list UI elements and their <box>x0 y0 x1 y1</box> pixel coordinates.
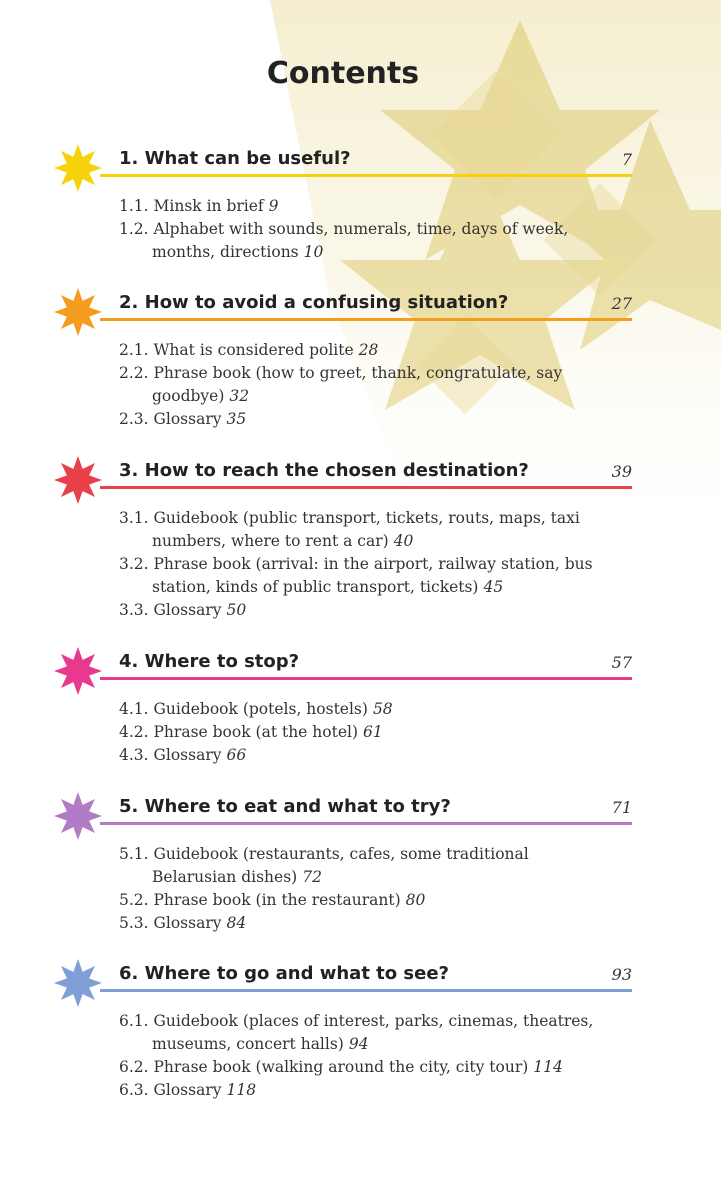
toc-entry-text: 3.1. Guidebook (public transport, tickets, routs, maps, taxi numbers, where to rent a car) <box>119 509 580 550</box>
chapter-6 <box>0 963 721 1099</box>
toc-entry-text: 6.1. Guidebook (places of interest, parks, cinemas, theatres, museums, concert halls) <box>119 1012 594 1053</box>
toc-entry-page: 80 <box>405 891 426 909</box>
toc-entry-page: 94 <box>348 1035 369 1053</box>
toc-entry-text: 2.2. Phrase book (how to greet, thank, congratulate, say goodbye) <box>119 364 563 405</box>
star-icon <box>54 647 102 695</box>
star-icon <box>54 792 102 840</box>
star-icon <box>54 456 102 504</box>
toc-entry-page: 118 <box>226 1081 257 1099</box>
chapter-5 <box>0 796 721 932</box>
chapter-page-number: 27 <box>611 294 632 313</box>
chapter-3-header[interactable] <box>0 460 721 486</box>
toc-entry-page: 28 <box>358 341 379 359</box>
toc-entry-text: 3.3. Glossary <box>119 601 222 619</box>
toc-entry[interactable] <box>119 553 599 599</box>
toc-entry[interactable] <box>119 599 599 622</box>
chapter-4 <box>0 651 721 764</box>
chapter-title: 5. Where to eat and what to try? <box>119 796 451 817</box>
toc-entry-page: 40 <box>393 532 414 550</box>
chapter-items <box>119 339 599 431</box>
toc-entry[interactable] <box>119 1056 599 1079</box>
toc-entry[interactable] <box>119 1010 599 1056</box>
chapter-items <box>119 843 599 935</box>
toc-entry-text: 2.3. Glossary <box>119 410 222 428</box>
chapter-2-header[interactable] <box>0 292 721 318</box>
star-icon-shape <box>54 144 102 192</box>
chapter-6-header[interactable] <box>0 963 721 989</box>
toc-entry-page: 9 <box>268 197 279 215</box>
star-icon <box>54 288 102 336</box>
star-icon-shape <box>54 288 102 336</box>
chapter-divider <box>100 318 632 321</box>
star-icon-shape <box>54 792 102 840</box>
toc-entry-text: 4.3. Glossary <box>119 746 222 764</box>
toc-entry-page: 66 <box>226 746 247 764</box>
chapter-items <box>119 195 599 264</box>
toc-entry-page: 45 <box>483 578 504 596</box>
toc-entry-text: 4.1. Guidebook (potels, hostels) <box>119 700 368 718</box>
toc-entry[interactable] <box>119 339 599 362</box>
toc-entry[interactable] <box>119 507 599 553</box>
toc-entry-page: 35 <box>226 410 247 428</box>
toc-entry-text: 4.2. Phrase book (at the hotel) <box>119 723 359 741</box>
star-icon <box>54 144 102 192</box>
chapter-divider <box>100 486 632 489</box>
toc-entry-page: 32 <box>229 387 250 405</box>
chapter-page-number: 7 <box>621 150 632 169</box>
chapter-items <box>119 507 599 622</box>
toc-entry-text: 2.1. What is considered polite <box>119 341 354 359</box>
page-title: Contents <box>266 56 420 91</box>
chapter-page-number: 39 <box>611 462 632 481</box>
chapter-divider <box>100 822 632 825</box>
star-icon <box>54 959 102 1007</box>
toc-entry-page: 61 <box>363 723 383 741</box>
chapter-1-header[interactable] <box>0 148 721 174</box>
toc-entry-text: 3.2. Phrase book (arrival: in the airport, railway station, bus station, kinds of public transport, tickets) <box>119 555 593 596</box>
chapter-title: 3. How to reach the chosen destination? <box>119 460 529 481</box>
toc-entry[interactable] <box>119 912 599 935</box>
toc-entry-text: 1.1. Minsk in brief <box>119 197 264 215</box>
chapter-5-header[interactable] <box>0 796 721 822</box>
toc-entry-text: 5.1. Guidebook (restaurants, cafes, some traditional Belarusian dishes) <box>119 845 529 886</box>
star-icon-shape <box>54 959 102 1007</box>
toc-entry-page: 84 <box>226 914 247 932</box>
chapter-page-number: 93 <box>611 965 632 984</box>
toc-entry-page: 72 <box>302 868 322 886</box>
toc-entry-text: 1.2. Alphabet with sounds, numerals, time, days of week, months, directions <box>119 220 569 261</box>
chapter-4-header[interactable] <box>0 651 721 677</box>
chapter-divider <box>100 174 632 177</box>
toc-entry-page: 10 <box>303 243 324 261</box>
chapter-title: 6. Where to go and what to see? <box>119 963 449 984</box>
toc-entry[interactable] <box>119 1079 599 1102</box>
toc-entry[interactable] <box>119 889 599 912</box>
toc-entry[interactable] <box>119 218 599 264</box>
toc-entry-text: 6.2. Phrase book (walking around the city, city tour) <box>119 1058 529 1076</box>
toc-entry[interactable] <box>119 698 599 721</box>
chapter-divider <box>100 989 632 992</box>
star-icon-shape <box>54 456 102 504</box>
toc-entry-text: 5.3. Glossary <box>119 914 222 932</box>
star-icon-shape <box>54 647 102 695</box>
chapter-1 <box>0 148 721 261</box>
toc-entry[interactable] <box>119 362 599 408</box>
toc-entry-page: 50 <box>226 601 247 619</box>
chapter-title: 2. How to avoid a confusing situation? <box>119 292 509 313</box>
chapter-items <box>119 1010 599 1102</box>
chapter-page-number: 71 <box>611 798 632 817</box>
chapter-title: 1. What can be useful? <box>119 148 351 169</box>
toc-entry-page: 58 <box>372 700 393 718</box>
toc-entry[interactable] <box>119 408 599 431</box>
toc-entry[interactable] <box>119 721 599 744</box>
toc-entry[interactable] <box>119 843 599 889</box>
chapter-3 <box>0 460 721 619</box>
chapter-items <box>119 698 599 767</box>
toc-entry-text: 5.2. Phrase book (in the restaurant) <box>119 891 401 909</box>
toc-entry[interactable] <box>119 744 599 767</box>
chapter-divider <box>100 677 632 680</box>
chapter-2 <box>0 292 721 428</box>
toc-entry-page: 114 <box>533 1058 563 1076</box>
toc-entry-text: 6.3. Glossary <box>119 1081 222 1099</box>
toc-entry[interactable] <box>119 195 599 218</box>
chapter-title: 4. Where to stop? <box>119 651 300 672</box>
chapter-page-number: 57 <box>611 653 632 672</box>
